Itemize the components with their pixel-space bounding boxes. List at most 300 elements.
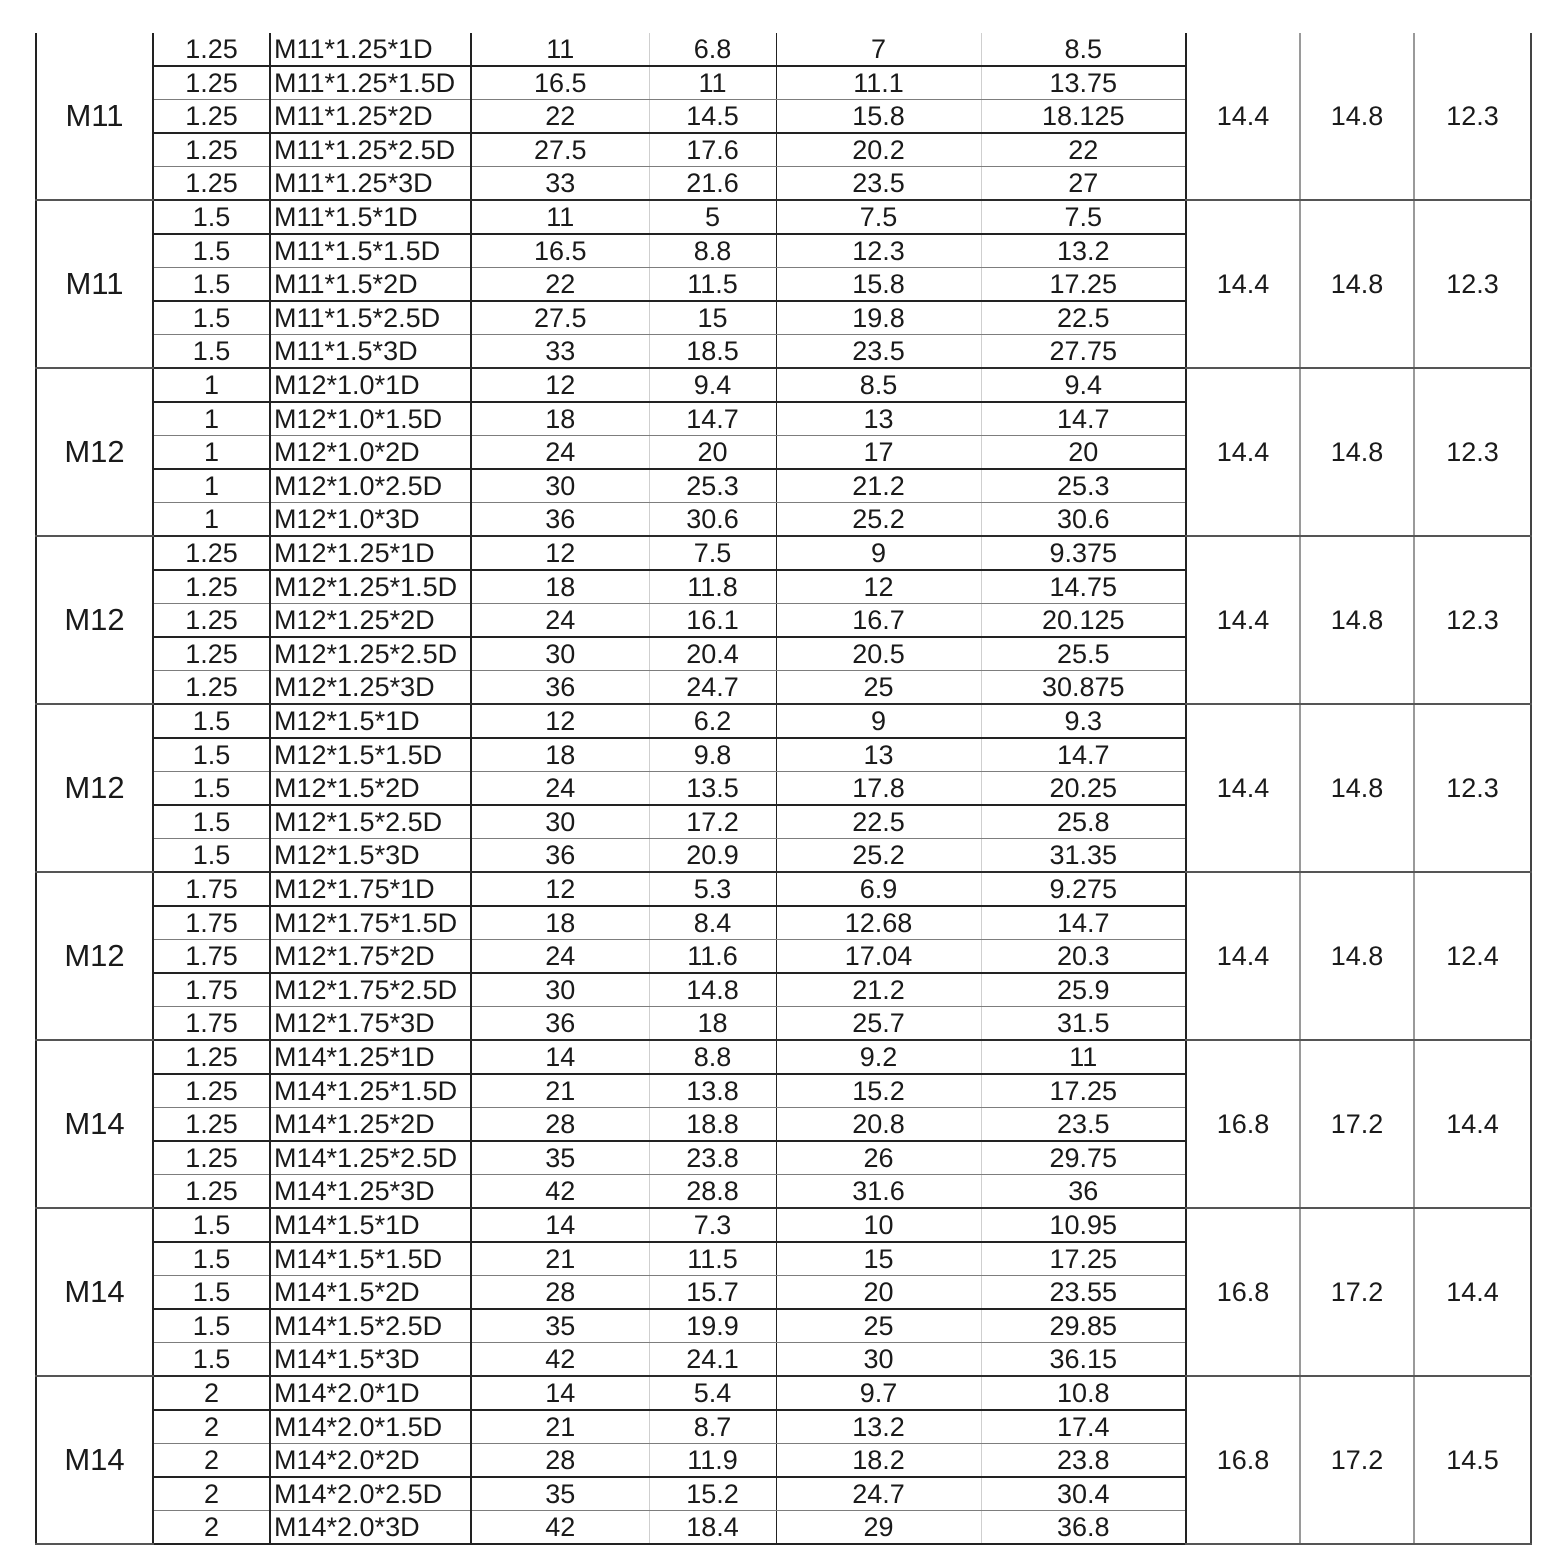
value-c-cell: 29.85 [981, 1309, 1186, 1343]
group-value-3-cell: 12.3 [1414, 536, 1531, 704]
value-a-cell: 18.4 [649, 1511, 776, 1545]
value-a-cell: 14.5 [649, 100, 776, 134]
pitch-cell: 2 [153, 1477, 270, 1511]
spec-cell: M12*1.25*3D [270, 671, 471, 705]
value-c-cell: 23.55 [981, 1276, 1186, 1310]
pitch-cell: 1.75 [153, 940, 270, 974]
value-c-cell: 25.3 [981, 469, 1186, 503]
table-row [36, 872, 1531, 906]
spec-cell: M12*1.5*3D [270, 839, 471, 873]
group-value-2-cell: 14.8 [1300, 704, 1414, 872]
pitch-cell: 1.5 [153, 335, 270, 369]
group-value-3-cell: 14.4 [1414, 1208, 1531, 1376]
value-a-cell: 15.7 [649, 1276, 776, 1310]
group-value-1-cell: 14.4 [1186, 368, 1300, 536]
value-a-cell: 11.6 [649, 940, 776, 974]
value-a-cell: 18.5 [649, 335, 776, 369]
length-cell: 36 [471, 1007, 649, 1041]
value-b-cell: 17 [776, 436, 981, 470]
group-value-1-cell: 14.4 [1186, 704, 1300, 872]
spec-cell: M14*1.5*2D [270, 1276, 471, 1310]
length-cell: 35 [471, 1141, 649, 1175]
value-a-cell: 11.5 [649, 1242, 776, 1276]
spec-cell: M14*1.5*3D [270, 1343, 471, 1377]
value-a-cell: 17.2 [649, 805, 776, 839]
group-value-2-cell: 14.8 [1300, 872, 1414, 1040]
value-c-cell: 7.5 [981, 200, 1186, 234]
group-value-3-cell: 12.3 [1414, 200, 1531, 368]
value-c-cell: 36.15 [981, 1343, 1186, 1377]
group-value-2-cell: 14.8 [1300, 536, 1414, 704]
value-a-cell: 15.2 [649, 1477, 776, 1511]
value-c-cell: 20.3 [981, 940, 1186, 974]
group-value-2-cell: 17.2 [1300, 1208, 1414, 1376]
value-c-cell: 11 [981, 1040, 1186, 1074]
value-b-cell: 17.04 [776, 940, 981, 974]
length-cell: 18 [471, 402, 649, 436]
pitch-cell: 1 [153, 402, 270, 436]
spec-cell: M11*1.25*2.5D [270, 133, 471, 167]
spec-cell: M12*1.0*1.5D [270, 402, 471, 436]
pitch-cell: 1.75 [153, 906, 270, 940]
value-c-cell: 29.75 [981, 1141, 1186, 1175]
length-cell: 12 [471, 368, 649, 402]
value-c-cell: 30.875 [981, 671, 1186, 705]
group-value-3-cell: 14.4 [1414, 1040, 1531, 1208]
value-b-cell: 12 [776, 570, 981, 604]
value-a-cell: 8.8 [649, 1040, 776, 1074]
value-a-cell: 11.5 [649, 268, 776, 302]
value-b-cell: 25.2 [776, 503, 981, 537]
value-a-cell: 17.6 [649, 133, 776, 167]
pitch-cell: 1.5 [153, 805, 270, 839]
length-cell: 16.5 [471, 66, 649, 100]
spec-cell: M12*1.5*1D [270, 704, 471, 738]
value-c-cell: 25.9 [981, 973, 1186, 1007]
length-cell: 24 [471, 436, 649, 470]
spec-cell: M14*2.0*3D [270, 1511, 471, 1545]
value-a-cell: 13.5 [649, 772, 776, 806]
thread-size-cell: M11 [36, 200, 153, 368]
value-c-cell: 22 [981, 133, 1186, 167]
length-cell: 24 [471, 604, 649, 638]
thread-size-cell: M14 [36, 1208, 153, 1376]
spec-cell: M11*1.25*1D [270, 33, 471, 66]
spec-cell: M14*1.5*1.5D [270, 1242, 471, 1276]
value-a-cell: 13.8 [649, 1074, 776, 1108]
value-c-cell: 9.275 [981, 872, 1186, 906]
value-b-cell: 13 [776, 738, 981, 772]
spec-cell: M11*1.5*1.5D [270, 234, 471, 268]
value-c-cell: 27.75 [981, 335, 1186, 369]
group-value-1-cell: 14.4 [1186, 200, 1300, 368]
value-b-cell: 18.2 [776, 1444, 981, 1478]
pitch-cell: 2 [153, 1511, 270, 1545]
spec-cell: M11*1.25*3D [270, 167, 471, 201]
pitch-cell: 1.25 [153, 167, 270, 201]
pitch-cell: 1.25 [153, 570, 270, 604]
spec-cell: M14*1.25*3D [270, 1175, 471, 1209]
value-b-cell: 25 [776, 1309, 981, 1343]
length-cell: 36 [471, 503, 649, 537]
length-cell: 14 [471, 1376, 649, 1410]
group-value-1-cell: 16.8 [1186, 1208, 1300, 1376]
value-c-cell: 31.35 [981, 839, 1186, 873]
value-b-cell: 23.5 [776, 335, 981, 369]
table-row [36, 33, 1531, 66]
spec-cell: M14*1.5*2.5D [270, 1309, 471, 1343]
length-cell: 22 [471, 100, 649, 134]
value-b-cell: 13 [776, 402, 981, 436]
spec-cell: M12*1.25*1.5D [270, 570, 471, 604]
value-c-cell: 30.4 [981, 1477, 1186, 1511]
pitch-cell: 1.25 [153, 33, 270, 66]
spec-cell: M12*1.75*2.5D [270, 973, 471, 1007]
spec-cell: M11*1.5*1D [270, 200, 471, 234]
length-cell: 18 [471, 570, 649, 604]
length-cell: 42 [471, 1343, 649, 1377]
value-c-cell: 14.7 [981, 402, 1186, 436]
thread-size-cell: M14 [36, 1040, 153, 1208]
pitch-cell: 1.25 [153, 604, 270, 638]
value-c-cell: 36.8 [981, 1511, 1186, 1545]
value-b-cell: 7.5 [776, 200, 981, 234]
value-b-cell: 20.5 [776, 637, 981, 671]
value-b-cell: 22.5 [776, 805, 981, 839]
spec-cell: M12*1.75*3D [270, 1007, 471, 1041]
value-b-cell: 30 [776, 1343, 981, 1377]
length-cell: 11 [471, 200, 649, 234]
value-b-cell: 9.2 [776, 1040, 981, 1074]
spec-cell: M12*1.0*1D [270, 368, 471, 402]
pitch-cell: 2 [153, 1444, 270, 1478]
length-cell: 14 [471, 1040, 649, 1074]
spec-cell: M12*1.25*1D [270, 536, 471, 570]
value-a-cell: 14.8 [649, 973, 776, 1007]
group-value-1-cell: 14.4 [1186, 536, 1300, 704]
value-b-cell: 15.8 [776, 100, 981, 134]
thread-spec-sheet [35, 33, 1530, 1545]
value-a-cell: 24.7 [649, 671, 776, 705]
spec-cell: M11*1.25*1.5D [270, 66, 471, 100]
value-a-cell: 21.6 [649, 167, 776, 201]
length-cell: 18 [471, 906, 649, 940]
thread-size-cell: M12 [36, 704, 153, 872]
value-a-cell: 11.8 [649, 570, 776, 604]
pitch-cell: 1 [153, 503, 270, 537]
table-row [36, 704, 1531, 738]
value-c-cell: 25.5 [981, 637, 1186, 671]
pitch-cell: 1.25 [153, 637, 270, 671]
spec-cell: M14*2.0*1.5D [270, 1410, 471, 1444]
length-cell: 11 [471, 33, 649, 66]
length-cell: 30 [471, 973, 649, 1007]
value-b-cell: 9.7 [776, 1376, 981, 1410]
pitch-cell: 1.25 [153, 1175, 270, 1209]
table-row [36, 200, 1531, 234]
value-b-cell: 9 [776, 536, 981, 570]
pitch-cell: 1.5 [153, 268, 270, 302]
pitch-cell: 1.25 [153, 133, 270, 167]
spec-cell: M12*1.0*2.5D [270, 469, 471, 503]
value-b-cell: 16.7 [776, 604, 981, 638]
length-cell: 12 [471, 872, 649, 906]
value-c-cell: 20 [981, 436, 1186, 470]
length-cell: 42 [471, 1511, 649, 1545]
spec-cell: M11*1.25*2D [270, 100, 471, 134]
value-a-cell: 7.5 [649, 536, 776, 570]
value-c-cell: 13.75 [981, 66, 1186, 100]
pitch-cell: 1.25 [153, 1108, 270, 1142]
spec-cell: M14*1.25*2D [270, 1108, 471, 1142]
table-row [36, 1208, 1531, 1242]
length-cell: 33 [471, 335, 649, 369]
value-a-cell: 25.3 [649, 469, 776, 503]
table-row [36, 536, 1531, 570]
length-cell: 21 [471, 1410, 649, 1444]
length-cell: 22 [471, 268, 649, 302]
pitch-cell: 1.5 [153, 738, 270, 772]
value-b-cell: 26 [776, 1141, 981, 1175]
value-a-cell: 6.2 [649, 704, 776, 738]
value-c-cell: 20.25 [981, 772, 1186, 806]
group-value-1-cell: 14.4 [1186, 872, 1300, 1040]
value-b-cell: 7 [776, 33, 981, 66]
pitch-cell: 1 [153, 368, 270, 402]
value-a-cell: 16.1 [649, 604, 776, 638]
pitch-cell: 1.75 [153, 1007, 270, 1041]
length-cell: 36 [471, 671, 649, 705]
length-cell: 33 [471, 167, 649, 201]
value-a-cell: 5 [649, 200, 776, 234]
value-c-cell: 23.5 [981, 1108, 1186, 1142]
value-b-cell: 15 [776, 1242, 981, 1276]
value-c-cell: 22.5 [981, 301, 1186, 335]
pitch-cell: 1.5 [153, 772, 270, 806]
length-cell: 35 [471, 1309, 649, 1343]
spec-cell: M12*1.5*2D [270, 772, 471, 806]
length-cell: 27.5 [471, 301, 649, 335]
value-b-cell: 23.5 [776, 167, 981, 201]
value-a-cell: 24.1 [649, 1343, 776, 1377]
value-c-cell: 14.75 [981, 570, 1186, 604]
table-row [36, 1040, 1531, 1074]
value-b-cell: 20 [776, 1276, 981, 1310]
spec-cell: M12*1.25*2D [270, 604, 471, 638]
value-b-cell: 15.8 [776, 268, 981, 302]
value-b-cell: 6.9 [776, 872, 981, 906]
value-c-cell: 10.95 [981, 1208, 1186, 1242]
pitch-cell: 1.75 [153, 872, 270, 906]
group-value-1-cell: 16.8 [1186, 1040, 1300, 1208]
value-a-cell: 8.8 [649, 234, 776, 268]
spec-cell: M12*1.75*2D [270, 940, 471, 974]
thread-size-cell: M11 [36, 33, 153, 200]
length-cell: 42 [471, 1175, 649, 1209]
value-b-cell: 17.8 [776, 772, 981, 806]
length-cell: 21 [471, 1074, 649, 1108]
spec-cell: M14*2.0*1D [270, 1376, 471, 1410]
thread-size-cell: M12 [36, 872, 153, 1040]
value-c-cell: 9.3 [981, 704, 1186, 738]
value-b-cell: 25.2 [776, 839, 981, 873]
spec-cell: M14*2.0*2D [270, 1444, 471, 1478]
table-row [36, 1376, 1531, 1410]
length-cell: 35 [471, 1477, 649, 1511]
value-b-cell: 9 [776, 704, 981, 738]
length-cell: 24 [471, 772, 649, 806]
value-b-cell: 21.2 [776, 469, 981, 503]
thread-spec-table [35, 33, 1532, 1545]
length-cell: 28 [471, 1444, 649, 1478]
value-b-cell: 11.1 [776, 66, 981, 100]
value-a-cell: 20.9 [649, 839, 776, 873]
length-cell: 21 [471, 1242, 649, 1276]
spec-cell: M12*1.75*1D [270, 872, 471, 906]
pitch-cell: 1.25 [153, 100, 270, 134]
pitch-cell: 1.25 [153, 536, 270, 570]
value-b-cell: 29 [776, 1511, 981, 1545]
pitch-cell: 1.25 [153, 1074, 270, 1108]
value-c-cell: 17.4 [981, 1410, 1186, 1444]
pitch-cell: 1.5 [153, 1276, 270, 1310]
value-a-cell: 11.9 [649, 1444, 776, 1478]
value-c-cell: 17.25 [981, 1074, 1186, 1108]
length-cell: 14 [471, 1208, 649, 1242]
value-b-cell: 21.2 [776, 973, 981, 1007]
value-a-cell: 28.8 [649, 1175, 776, 1209]
length-cell: 12 [471, 536, 649, 570]
value-c-cell: 9.375 [981, 536, 1186, 570]
value-b-cell: 31.6 [776, 1175, 981, 1209]
value-c-cell: 14.7 [981, 906, 1186, 940]
spec-cell: M11*1.5*2.5D [270, 301, 471, 335]
spec-cell: M12*1.5*1.5D [270, 738, 471, 772]
value-b-cell: 24.7 [776, 1477, 981, 1511]
length-cell: 28 [471, 1108, 649, 1142]
value-a-cell: 9.4 [649, 368, 776, 402]
pitch-cell: 1.75 [153, 973, 270, 1007]
spec-cell: M12*1.75*1.5D [270, 906, 471, 940]
value-b-cell: 12.68 [776, 906, 981, 940]
group-value-3-cell: 12.3 [1414, 33, 1531, 200]
value-b-cell: 12.3 [776, 234, 981, 268]
length-cell: 30 [471, 637, 649, 671]
group-value-3-cell: 14.5 [1414, 1376, 1531, 1544]
value-a-cell: 5.3 [649, 872, 776, 906]
value-c-cell: 9.4 [981, 368, 1186, 402]
value-c-cell: 17.25 [981, 268, 1186, 302]
length-cell: 12 [471, 704, 649, 738]
value-a-cell: 18 [649, 1007, 776, 1041]
value-a-cell: 14.7 [649, 402, 776, 436]
value-c-cell: 10.8 [981, 1376, 1186, 1410]
pitch-cell: 1.25 [153, 1040, 270, 1074]
group-value-2-cell: 17.2 [1300, 1040, 1414, 1208]
spec-cell: M14*1.25*1D [270, 1040, 471, 1074]
pitch-cell: 2 [153, 1376, 270, 1410]
group-value-3-cell: 12.4 [1414, 872, 1531, 1040]
value-b-cell: 20.8 [776, 1108, 981, 1142]
spec-cell: M11*1.5*3D [270, 335, 471, 369]
group-value-2-cell: 17.2 [1300, 1376, 1414, 1544]
value-a-cell: 8.4 [649, 906, 776, 940]
thread-size-cell: M12 [36, 536, 153, 704]
group-value-2-cell: 14.8 [1300, 33, 1414, 200]
pitch-cell: 1.5 [153, 704, 270, 738]
length-cell: 16.5 [471, 234, 649, 268]
length-cell: 30 [471, 469, 649, 503]
value-a-cell: 20.4 [649, 637, 776, 671]
spec-cell: M14*2.0*2.5D [270, 1477, 471, 1511]
pitch-cell: 1.5 [153, 200, 270, 234]
spec-cell: M11*1.5*2D [270, 268, 471, 302]
pitch-cell: 1.5 [153, 234, 270, 268]
length-cell: 36 [471, 839, 649, 873]
spec-cell: M14*1.25*2.5D [270, 1141, 471, 1175]
pitch-cell: 1.25 [153, 66, 270, 100]
value-a-cell: 7.3 [649, 1208, 776, 1242]
value-a-cell: 23.8 [649, 1141, 776, 1175]
pitch-cell: 2 [153, 1410, 270, 1444]
value-a-cell: 5.4 [649, 1376, 776, 1410]
group-value-3-cell: 12.3 [1414, 368, 1531, 536]
spec-cell: M14*1.5*1D [270, 1208, 471, 1242]
thread-size-cell: M14 [36, 1376, 153, 1544]
pitch-cell: 1 [153, 469, 270, 503]
group-value-1-cell: 14.4 [1186, 33, 1300, 200]
pitch-cell: 1 [153, 436, 270, 470]
value-a-cell: 30.6 [649, 503, 776, 537]
pitch-cell: 1.25 [153, 1141, 270, 1175]
value-c-cell: 31.5 [981, 1007, 1186, 1041]
pitch-cell: 1.25 [153, 671, 270, 705]
group-value-3-cell: 12.3 [1414, 704, 1531, 872]
value-a-cell: 15 [649, 301, 776, 335]
value-b-cell: 10 [776, 1208, 981, 1242]
value-a-cell: 19.9 [649, 1309, 776, 1343]
value-b-cell: 20.2 [776, 133, 981, 167]
group-value-2-cell: 14.8 [1300, 200, 1414, 368]
value-a-cell: 20 [649, 436, 776, 470]
value-a-cell: 6.8 [649, 33, 776, 66]
pitch-cell: 1.5 [153, 1309, 270, 1343]
group-value-2-cell: 14.8 [1300, 368, 1414, 536]
value-b-cell: 25.7 [776, 1007, 981, 1041]
value-c-cell: 20.125 [981, 604, 1186, 638]
value-c-cell: 27 [981, 167, 1186, 201]
value-a-cell: 8.7 [649, 1410, 776, 1444]
value-b-cell: 8.5 [776, 368, 981, 402]
value-b-cell: 25 [776, 671, 981, 705]
value-c-cell: 14.7 [981, 738, 1186, 772]
spec-cell: M12*1.0*3D [270, 503, 471, 537]
spec-cell: M12*1.25*2.5D [270, 637, 471, 671]
pitch-cell: 1.5 [153, 301, 270, 335]
value-c-cell: 36 [981, 1175, 1186, 1209]
value-a-cell: 18.8 [649, 1108, 776, 1142]
value-c-cell: 30.6 [981, 503, 1186, 537]
value-c-cell: 13.2 [981, 234, 1186, 268]
pitch-cell: 1.5 [153, 1343, 270, 1377]
group-value-1-cell: 16.8 [1186, 1376, 1300, 1544]
length-cell: 27.5 [471, 133, 649, 167]
spec-cell: M12*1.0*2D [270, 436, 471, 470]
pitch-cell: 1.5 [153, 839, 270, 873]
length-cell: 24 [471, 940, 649, 974]
value-c-cell: 8.5 [981, 33, 1186, 66]
length-cell: 30 [471, 805, 649, 839]
